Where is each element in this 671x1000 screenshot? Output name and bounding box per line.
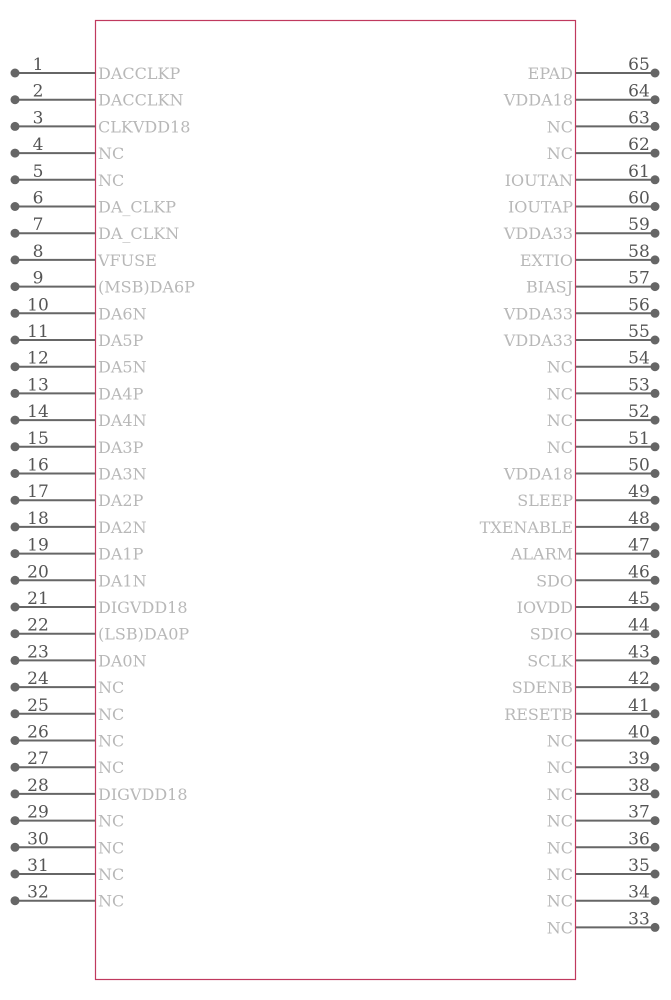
pin-name: IOVDD <box>516 598 573 617</box>
pin-name: NC <box>546 357 573 377</box>
pin-number: 48 <box>628 508 650 529</box>
pin-terminal-dot <box>11 229 20 238</box>
pin-number: 38 <box>628 775 650 796</box>
pin-name: NC <box>546 758 573 778</box>
pin-name: NC <box>98 865 125 884</box>
pin-number: 13 <box>27 375 49 396</box>
pin-terminal-dot <box>651 122 660 131</box>
pin-name: NC <box>546 865 573 884</box>
pin-terminal-dot <box>651 816 660 825</box>
pin-number: 27 <box>27 749 49 770</box>
pin-terminal-dot <box>11 656 20 665</box>
pin-terminal-dot <box>11 603 20 612</box>
pin-number: 14 <box>27 402 49 423</box>
pin-number: 18 <box>27 508 49 529</box>
pin-name: NC <box>546 144 573 164</box>
pin-terminal-dot <box>651 389 660 398</box>
pin-47 <box>510 536 660 564</box>
pin-number: 59 <box>628 215 650 236</box>
pin-number: 35 <box>628 856 650 876</box>
pin-terminal-dot <box>11 69 20 78</box>
pin-number: 15 <box>27 428 49 449</box>
pin-35 <box>547 856 660 884</box>
pin-name: NC <box>98 838 125 858</box>
pin-4 <box>11 135 125 163</box>
pin-name: SDO <box>536 571 573 591</box>
pin-terminal-dot <box>11 522 20 531</box>
pin-name: VDDA18 <box>503 90 573 110</box>
pin-terminal-dot <box>651 763 660 772</box>
pin-51 <box>547 429 660 457</box>
pin-terminal-dot <box>651 255 660 264</box>
pin-number: 8 <box>32 241 44 262</box>
pin-name: NC <box>546 784 573 804</box>
pin-terminal-dot <box>651 496 660 505</box>
pin-19 <box>11 536 144 564</box>
pin-number: 41 <box>628 695 650 716</box>
pin-number: 12 <box>27 348 49 369</box>
pin-29 <box>11 803 125 831</box>
pin-44 <box>530 616 660 644</box>
pin-number: 23 <box>27 642 49 663</box>
pin-58 <box>520 242 660 270</box>
pin-number: 43 <box>628 642 650 663</box>
pin-number: 4 <box>32 135 44 156</box>
pin-number: 50 <box>628 455 650 476</box>
pin-terminal-dot <box>651 923 660 932</box>
pin-name: NC <box>98 731 125 751</box>
pin-57 <box>526 269 660 297</box>
pin-terminal-dot <box>11 336 20 345</box>
pin-terminal-dot <box>11 309 20 318</box>
pin-number: 9 <box>32 268 44 289</box>
pin-terminal-dot <box>651 576 660 585</box>
pin-name: SLEEP <box>517 491 573 511</box>
pin-number: 29 <box>27 802 49 823</box>
pin-terminal-dot <box>651 843 660 852</box>
pin-terminal-dot <box>651 629 660 638</box>
pin-name: NC <box>98 678 125 698</box>
pin-48 <box>480 509 660 537</box>
pin-name: DA6N <box>98 304 147 324</box>
pin-54 <box>547 349 660 377</box>
pin-number: 19 <box>27 535 49 556</box>
pin-name: TXENABLE <box>479 517 573 537</box>
pin-name: NC <box>546 384 573 404</box>
pin-number: 51 <box>628 428 650 449</box>
pin-name: VDDA33 <box>503 331 573 350</box>
pin-name: IOUTAP <box>507 197 573 217</box>
pin-42 <box>512 669 660 697</box>
pin-number: 60 <box>628 188 650 209</box>
pin-name: VDDA18 <box>503 464 573 484</box>
pin-43 <box>527 642 659 670</box>
pin-60 <box>508 189 660 217</box>
pin-64 <box>503 82 660 110</box>
pin-63 <box>547 108 660 136</box>
pin-number: 46 <box>628 562 650 583</box>
pin-22 <box>11 616 190 644</box>
pin-terminal-dot <box>11 896 20 905</box>
pin-name: DA1N <box>98 571 147 591</box>
component-body <box>96 21 576 980</box>
pin-number: 42 <box>628 669 650 690</box>
pin-terminal-dot <box>651 870 660 879</box>
pin-50 <box>503 456 660 484</box>
pin-name: RESETB <box>504 704 573 724</box>
pin-30 <box>11 829 125 857</box>
pin-name: VFUSE <box>98 250 157 270</box>
pin-13 <box>11 375 144 403</box>
pin-3 <box>11 108 191 136</box>
pin-name: DA3N <box>98 464 147 484</box>
pin-name: NC <box>546 731 573 751</box>
pin-27 <box>11 749 125 777</box>
pin-number: 11 <box>27 322 49 342</box>
pin-15 <box>11 429 144 457</box>
pin-32 <box>11 883 125 911</box>
pin-name: DA4N <box>98 411 147 431</box>
pin-45 <box>517 589 660 617</box>
pin-55 <box>503 322 660 350</box>
pin-terminal-dot <box>11 202 20 211</box>
pin-number: 5 <box>32 161 44 182</box>
pin-7 <box>11 215 180 243</box>
pin-39 <box>547 749 660 777</box>
pin-number: 44 <box>628 615 650 636</box>
pin-62 <box>547 135 660 163</box>
pin-12 <box>11 349 147 377</box>
pin-number: 49 <box>628 482 650 503</box>
pin-terminal-dot <box>651 442 660 451</box>
pin-31 <box>11 856 125 884</box>
pin-24 <box>11 669 125 697</box>
pin-56 <box>503 295 660 323</box>
pin-terminal-dot <box>11 763 20 772</box>
pin-terminal-dot <box>651 469 660 478</box>
pin-name: DA2N <box>98 517 147 537</box>
pin-name: DA5N <box>98 357 147 377</box>
pin-terminal-dot <box>11 282 20 291</box>
pin-59 <box>503 215 660 243</box>
pin-9 <box>11 269 196 297</box>
pin-name: IOUTAN <box>504 170 573 190</box>
pin-name: (LSB)DA0P <box>98 624 190 644</box>
pin-terminal-dot <box>651 202 660 211</box>
pin-20 <box>11 562 147 590</box>
pin-number: 45 <box>628 589 650 609</box>
pin-terminal-dot <box>651 789 660 798</box>
pin-terminal-dot <box>11 549 20 558</box>
pin-number: 25 <box>27 695 49 716</box>
pin-number: 63 <box>628 108 650 129</box>
pin-number: 22 <box>27 615 49 636</box>
pin-name: (MSB)DA6P <box>98 277 195 297</box>
pin-terminal-dot <box>11 149 20 158</box>
pin-number: 53 <box>628 375 650 396</box>
pin-number: 17 <box>27 482 49 503</box>
pin-16 <box>11 456 147 484</box>
pin-name: DA2P <box>98 491 144 511</box>
pin-name: EPAD <box>527 64 573 83</box>
pin-38 <box>547 776 660 804</box>
pin-number: 30 <box>27 829 49 850</box>
pin-name: DA1P <box>98 544 144 564</box>
pin-53 <box>547 375 660 403</box>
pin-terminal-dot <box>11 469 20 478</box>
pin-terminal-dot <box>11 576 20 585</box>
pin-terminal-dot <box>651 229 660 238</box>
pin-terminal-dot <box>651 736 660 745</box>
pin-18 <box>11 509 147 537</box>
pin-name: VDDA33 <box>503 224 573 244</box>
pin-name: DACCLKN <box>98 90 184 110</box>
pin-49 <box>517 482 659 510</box>
pin-name: EXTIO <box>519 250 573 270</box>
pin-name: DIGVDD18 <box>98 784 188 804</box>
pin-23 <box>11 642 147 670</box>
pin-name: SDIO <box>529 624 573 644</box>
pin-number: 36 <box>628 829 650 850</box>
pin-terminal-dot <box>11 843 20 852</box>
pin-terminal-dot <box>651 603 660 612</box>
pin-terminal-dot <box>651 709 660 718</box>
pin-name: DA_CLKN <box>98 224 180 244</box>
pin-8 <box>11 242 157 270</box>
pin-name: DA0N <box>98 651 147 671</box>
pin-name: NC <box>98 170 125 190</box>
pin-terminal-dot <box>11 709 20 718</box>
pin-terminal-dot <box>651 416 660 425</box>
pin-terminal-dot <box>651 282 660 291</box>
pin-36 <box>547 829 660 857</box>
pin-name: DA5P <box>98 331 144 350</box>
pin-terminal-dot <box>11 122 20 131</box>
pin-terminal-dot <box>11 496 20 505</box>
pin-name: SDENB <box>511 678 573 698</box>
pin-name: SCLK <box>527 651 573 671</box>
pin-terminal-dot <box>651 95 660 104</box>
pin-terminal-dot <box>11 389 20 398</box>
pin-terminal-dot <box>11 736 20 745</box>
pin-25 <box>11 696 125 724</box>
pin-name: DACCLKP <box>98 64 181 83</box>
pin-terminal-dot <box>651 336 660 345</box>
pin-name: NC <box>546 838 573 858</box>
pin-name: BIASJ <box>525 277 573 297</box>
pin-2 <box>11 82 184 110</box>
pin-number: 47 <box>628 535 650 556</box>
pin-61 <box>505 162 660 190</box>
pin-terminal-dot <box>11 683 20 692</box>
pin-number: 54 <box>628 348 650 369</box>
pin-number: 32 <box>27 882 49 903</box>
pin-21 <box>11 589 188 617</box>
pin-number: 58 <box>628 241 650 262</box>
pin-terminal-dot <box>11 175 20 184</box>
pin-terminal-dot <box>11 629 20 638</box>
pin-number: 37 <box>628 802 650 823</box>
pin-number: 16 <box>27 455 49 476</box>
pin-46 <box>536 562 659 590</box>
pin-terminal-dot <box>11 416 20 425</box>
pin-terminal-dot <box>651 549 660 558</box>
pin-number: 10 <box>27 295 49 316</box>
pin-number: 62 <box>628 135 650 156</box>
pin-37 <box>547 803 660 831</box>
pin-terminal-dot <box>651 69 660 78</box>
pin-name: NC <box>546 811 573 831</box>
pin-number: 40 <box>628 722 650 743</box>
pin-terminal-dot <box>651 896 660 905</box>
pin-number: 7 <box>32 215 44 236</box>
pin-6 <box>11 189 177 217</box>
pin-name: DA3P <box>98 437 144 457</box>
pin-name: NC <box>546 437 573 457</box>
pin-name: ALARM <box>510 544 573 564</box>
pin-terminal-dot <box>651 362 660 371</box>
pin-name: NC <box>98 704 125 724</box>
pin-33 <box>547 909 660 937</box>
pin-number: 3 <box>32 108 44 129</box>
pin-number: 55 <box>628 322 650 342</box>
pin-name: NC <box>546 117 573 137</box>
pin-number: 52 <box>628 402 650 423</box>
pin-number: 24 <box>27 669 49 690</box>
pin-number: 1 <box>32 55 44 75</box>
pin-name: DA4P <box>98 384 144 404</box>
pin-number: 64 <box>628 81 650 102</box>
pin-name: NC <box>546 411 573 431</box>
pin-number: 28 <box>27 775 49 796</box>
pin-terminal-dot <box>11 255 20 264</box>
pin-14 <box>11 402 147 430</box>
pin-terminal-dot <box>11 816 20 825</box>
pin-10 <box>11 295 147 323</box>
pin-number: 65 <box>628 55 650 75</box>
pin-name: NC <box>98 758 125 778</box>
pin-name: NC <box>546 918 573 938</box>
pin-number: 34 <box>628 882 650 903</box>
pin-number: 6 <box>32 188 44 209</box>
pin-65 <box>528 55 660 83</box>
pin-number: 21 <box>27 589 49 609</box>
pin-number: 26 <box>27 722 49 743</box>
pin-34 <box>547 883 660 911</box>
pin-41 <box>504 696 659 724</box>
pin-terminal-dot <box>11 362 20 371</box>
pin-11 <box>11 322 144 350</box>
right-pins <box>480 55 660 937</box>
pin-terminal-dot <box>651 522 660 531</box>
pin-40 <box>547 723 660 751</box>
pin-number: 56 <box>628 295 650 316</box>
pin-number: 31 <box>27 856 49 876</box>
pin-name: VDDA33 <box>503 304 573 324</box>
left-pins <box>11 55 196 911</box>
pin-number: 2 <box>32 81 44 102</box>
pin-number: 39 <box>628 749 650 770</box>
pin-terminal-dot <box>651 175 660 184</box>
pin-5 <box>11 162 125 190</box>
pin-number: 57 <box>628 268 650 289</box>
pin-terminal-dot <box>651 309 660 318</box>
pin-number: 33 <box>628 909 650 930</box>
pin-17 <box>11 482 144 510</box>
pin-28 <box>11 776 188 804</box>
pin-26 <box>11 723 125 751</box>
pin-terminal-dot <box>11 95 20 104</box>
pin-name: NC <box>98 144 125 164</box>
pin-number: 20 <box>27 562 49 583</box>
pin-52 <box>547 402 660 430</box>
pin-name: NC <box>98 811 125 831</box>
pin-name: NC <box>546 891 573 911</box>
pin-name: NC <box>98 891 125 911</box>
pin-terminal-dot <box>651 149 660 158</box>
pin-name: CLKVDD18 <box>98 117 191 137</box>
pin-name: DIGVDD18 <box>98 598 188 617</box>
pin-name: DA_CLKP <box>98 197 176 217</box>
pin-number: 61 <box>628 161 650 182</box>
pin-terminal-dot <box>11 870 20 879</box>
pin-terminal-dot <box>651 656 660 665</box>
pin-terminal-dot <box>651 683 660 692</box>
pin-terminal-dot <box>11 789 20 798</box>
pin-terminal-dot <box>11 442 20 451</box>
